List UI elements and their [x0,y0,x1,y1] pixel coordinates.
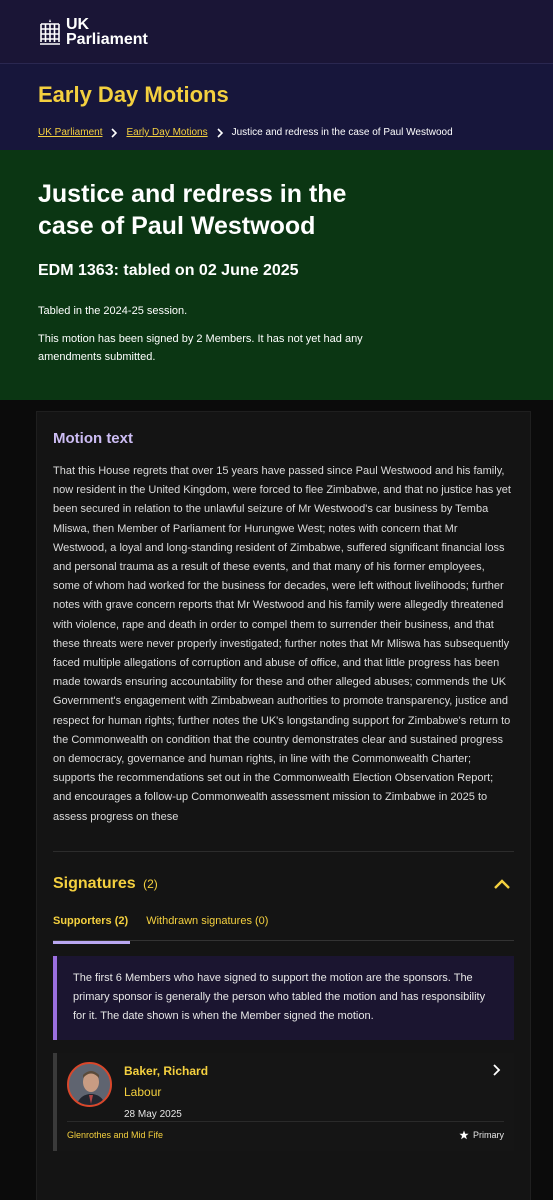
signatures-count: (2) [143,876,158,891]
session-text: Tabled in the 2024-25 session. [38,305,188,317]
breadcrumb-link-edm[interactable]: Early Day Motions [126,127,208,138]
divider [53,851,514,852]
member-name[interactable]: Baker, Richard [124,1063,209,1078]
primary-sponsor-badge [459,1130,504,1140]
signatures-header[interactable] [53,875,514,893]
section-banner [0,63,553,150]
chevron-right-icon[interactable] [492,1063,502,1077]
chevron-right-icon [108,128,120,138]
member-footer [67,1121,504,1140]
motion-panel [36,411,531,1200]
motion-text-body: That this House regrets that over 15 years have passed since Paul Westwood and his family, now resident in the United Kingdom, were forced to flee Zimbabwe, and that no justice has yet been secured in relation to the unlawful seizure of Mr Westwood's car business by Temba Mliswa, then Member of Parliament for Hurungwe West; notes with concern that Mr Westwood, a loyal and long-standing resident of Zimbabwe, suffered significant financial loss and personal trauma as a result of these events, and that many of his former employees, some of whom had worked for the business for decades, were left without livelihoods; further notes with grave concern reports that Mr Westwood and his family were allegedly threatened with violence, rape and death in order to compel them to surrender their business, and that these threats were never properly investigated; further notes that Mr Mliswa has subsequently faced multiple allegations of corruption and abuse of office, and that little progress has been made towards ensuring accountability for these and other alleged abuses; commends the UK Government's engagement with Zimbabwean authorities to promote transparency, justice and respect for human rights; further notes the UK's longstanding support for Zimbabwe's return to the Commonwealth on condition that the country demonstrates clear and sustained progress on democracy, governance and human rights, in line with the Commonwealth Charter; supports the recommendations set out in the Commonwealth Election Observation Report; and encourages a follow-up Commonwealth assessment mission to Zimbabwe in 2025 to assess progress on these [53,465,511,823]
member-portrait-icon [69,1064,112,1107]
tab-supporters[interactable]: Supporters (2) [53,915,128,941]
logo-line2: Parliament [66,30,148,48]
signature-tabs [53,915,514,941]
member-party: Labour [124,1084,162,1099]
logo-line1: UK [66,15,90,33]
signatures-title: Signatures [53,874,136,892]
motion-text-heading: Motion text [53,430,133,447]
signed-date: 28 May 2025 [124,1108,182,1120]
edm-subtitle: EDM 1363: tabled on 02 June 2025 [38,262,299,279]
portcullis-icon [38,18,62,46]
site-header [0,0,553,63]
motion-hero [0,150,553,400]
tab-withdrawn-signatures[interactable]: Withdrawn signatures (0) [146,914,269,927]
section-title[interactable]: Early Day Motions [38,82,229,107]
breadcrumb [38,127,553,138]
avatar [67,1062,112,1107]
uk-parliament-logo[interactable] [38,17,148,47]
member-card[interactable] [53,1053,514,1151]
logo-text [66,17,148,47]
signed-summary: This motion has been signed by 2 Members. It has not yet had any amendments submitted. [38,333,363,363]
star-icon [459,1130,469,1140]
breadcrumb-link-uk-parliament[interactable]: UK Parliament [38,127,103,138]
chevron-up-icon[interactable] [493,878,511,890]
primary-label: Primary [473,1129,504,1140]
breadcrumb-current: Justice and redress in the case of Paul Westwood [231,127,453,138]
chevron-right-icon [214,128,226,138]
signatures-heading [53,875,158,893]
constituency: Glenrothes and Mid Fife [67,1129,164,1140]
main-content [0,400,553,1200]
sponsor-info-note: The first 6 Members who have signed to support the motion are the sponsors. The primary sponsor is generally the person who tabled the motion and has responsibility for it. The date shown is when the Member signed the motion. [53,956,514,1040]
page-title: Justice and redress in the case of Paul Westwood [38,180,347,240]
